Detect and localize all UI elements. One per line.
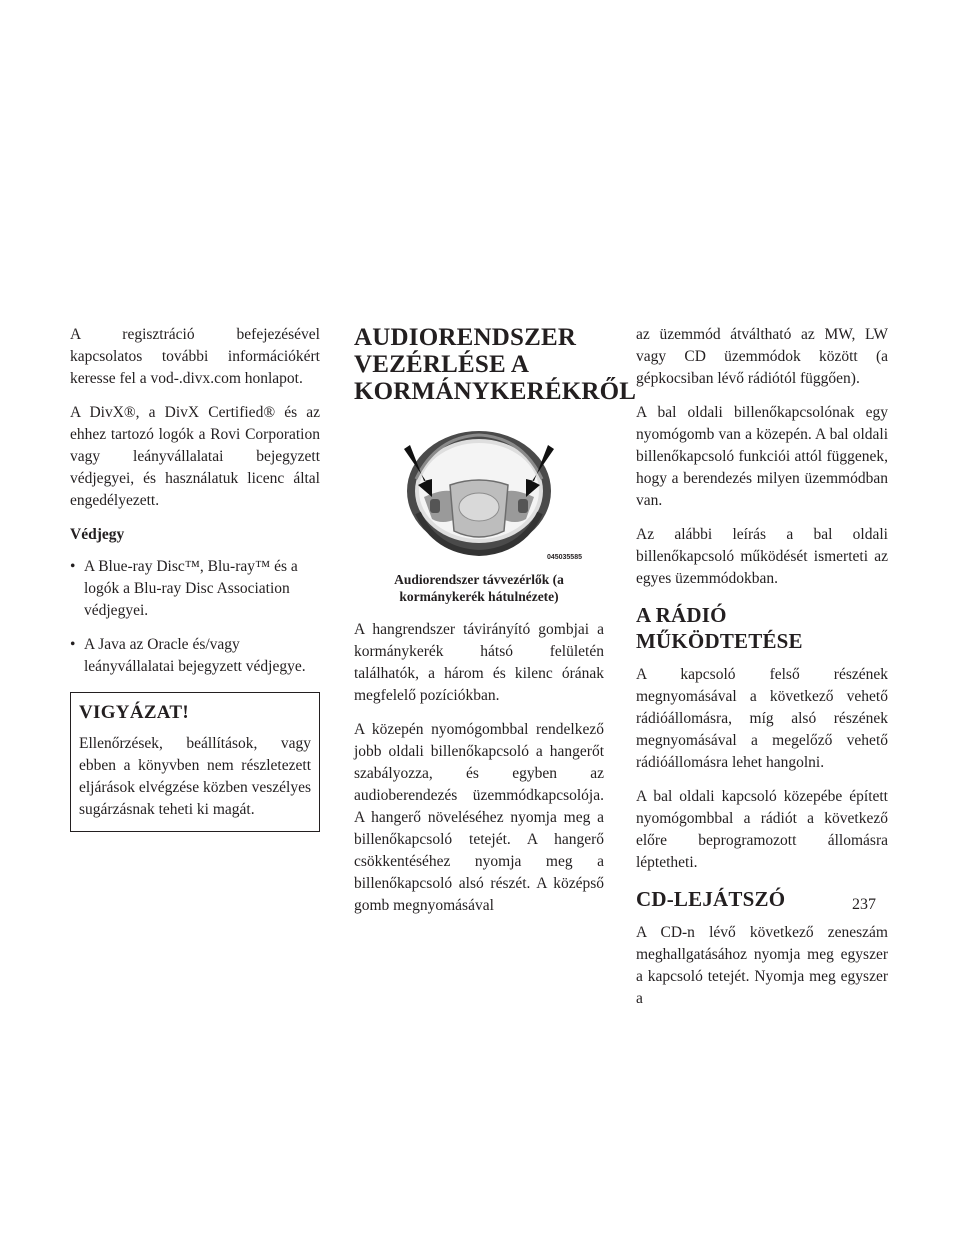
cd-heading: CD-LEJÁTSZÓ [636,887,786,911]
page-number: 237 [852,896,876,913]
list-item [70,634,320,678]
figure-code: 045035585 [546,554,582,561]
steering-wheel-icon [376,423,582,563]
list-item-text: A Java az Oracle és/vagy leányvállalatai bejegyzett védjegye. [84,636,306,675]
bullet-icon: • [70,636,76,653]
bullet-icon: • [70,558,76,575]
right-column [636,324,888,1022]
figure-caption: Audiorendszer távvezérlők (a kormánykerék hátulnézete) [394,572,564,604]
trademark-heading: Védjegy [70,526,125,543]
divx-trademark-paragraph: A DivX®, a DivX Certified® és az ehhez tartozó logók a Rovi Corporation vagy leányvállalatai bejegyzett védjegyei, és használatuk licenc által engedélyezett. [70,404,320,509]
warning-text: Ellenőrzések, beállítások, vagy ebben a könyvben nem részletezett eljárások elvégzése közben veszélyes sugárzásnak teheti ki magát. [79,735,311,818]
left-switch-paragraph: A bal oldali billenőkapcsolónak egy nyomógomb van a közepén. A bal oldali billenőkapcsoló funkciói attól függenek, hogy a berendezés milyen üzemmódban van. [636,404,888,509]
warning-title: VIGYÁZAT! [79,702,190,723]
mode-switch-paragraph: az üzemmód átváltható az MW, LW vagy CD üzemmódok között (a gépkocsiban lévő rádiótól függően). [636,326,888,387]
middle-column [354,324,637,929]
divx-registration-paragraph: A regisztráció befejezésével kapcsolatos további információkért keresse fel a vod-.divx.com honlapot. [70,326,320,387]
cd-track-paragraph: A CD-n lévő következő zeneszám meghallgatásához nyomja meg egyszer a kapcsoló tetejét. Nyomja meg egyszer a [636,924,888,1007]
radio-tuning-paragraph: A kapcsoló felső részének megnyomásával a következő vehető rádióállomásra, míg alsó részének megnyomásával a megelőző vehető rádióállomásra lehet hangolni. [636,666,888,771]
trademark-list [70,556,320,678]
steering-wheel-figure [376,423,582,563]
radio-heading: A RÁDIÓ MŰKÖDTETÉSE [636,603,803,653]
right-switch-paragraph: A közepén nyomógombbal rendelkező jobb oldali billenőkapcsoló a hangerőt szabályozza, és egyben az audioberendezés üzemmódkapcsolója. A hangerő növeléséhez nyomja meg a billenőkapcsoló tetejét. A hangerő csökkentéséhez nyomja meg a billenőkapcsoló alsó részét. A középső gomb megnyomásával [354,721,604,914]
list-item [70,556,320,622]
warning-box [70,692,320,832]
section-title: AUDIORENDSZER VEZÉRLÉSE A KORMÁNYKERÉKRŐL [354,324,637,405]
list-item-text: A Blue-ray Disc™, Blu-ray™ és a logók a Blu-ray Disc Association védjegyei. [84,558,298,619]
left-column [70,324,320,832]
controls-location-paragraph: A hangrendszer távirányító gombjai a kormánykerék hátsó felületén találhatók, a három és kilenc órának megfelelő pozíciókban. [354,621,604,704]
left-switch-intro-paragraph: Az alábbi leírás a bal oldali billenőkapcsoló működését ismerteti az egyes üzemmódokban. [636,526,888,587]
radio-preset-paragraph: A bal oldali kapcsoló közepébe épített nyomógombbal a rádiót a következő előre beprogramozott állomásra léptetheti. [636,788,888,871]
